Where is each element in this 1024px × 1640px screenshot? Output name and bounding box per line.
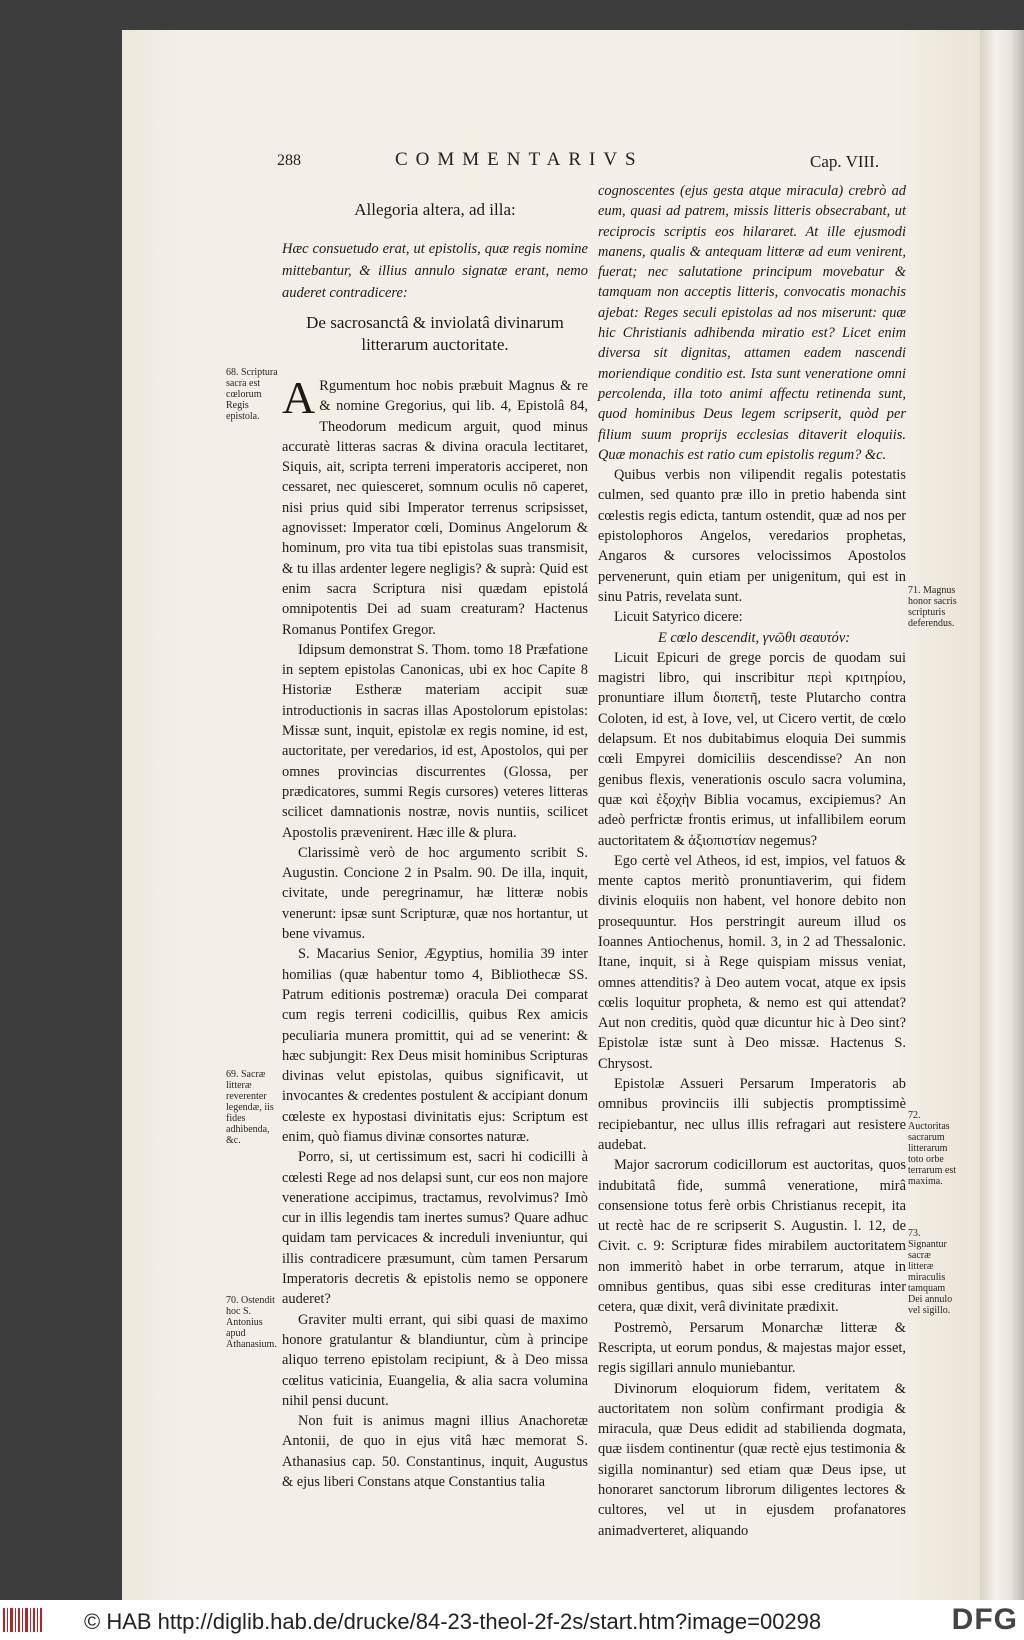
paragraph: Postremò, Persarum Monarchæ litteræ & Rescripta, ut eorum pondus, & majestas major esset, regis sigillari annulo muniebantur.	[598, 1319, 906, 1377]
drop-cap: A	[282, 372, 316, 423]
paragraph: Non fuit is animus magni illius Anachoretæ Antonii, de quo in ejus vitâ hæc memorat S. Athanasius cap. 50. Constantinus, inquit, Augustus & ejus liberi Constans atque Constantius talia	[282, 1413, 588, 1491]
verse-quote: E cœlo descendit, γνῶθι σεαυτόν:	[658, 629, 851, 646]
paragraph-text: Rgumentum hoc nobis præbuit Magnus & re & nomine Gregorius, qui lib. 4, Epistolâ 84, Theodorum medicum arguit, quod minus accuratè litteras sacras & divina oracula lectitaret, Siquis, ait, scripta terreni imperatoris acciperet, non cessaret, nec quiesceret, somnum oculis nō caperet, nisi prius quid sibi Imperator terrenus scripsisset, agnovisset: Imperator cœli, Dominus Angelorum & hominum, pro vita tua tibi epistolas suas transmisit, & tu illas ardenter legere negligis? & suprà: Quid est enim sacra Scriptura nisi quædam epistolá omnipotentis Dei ad suam creaturam? Hactenus Romanus Pontifex Gregor.	[282, 378, 588, 638]
footer-url[interactable]: © HAB http://diglib.hab.de/drucke/84-23-theol-2f-2s/start.htm?image=00298	[84, 1609, 822, 1634]
paragraph: Porro, si, ut certissimum est, sacri hi codicilli à cœlesti Rege ad nos delapsi sunt, cur eos non majore veneratione accipimus, tractamus, revolvimus? Imò cur in illis legendis tam inertes sumus? Quare adhuc quidam tam pervicaces & increduli inveniuntur, qui illis contradicere præsumunt, cùm tamen Persarum Imperatoris decretis & epistolis nemo se opponere auderet?	[282, 1149, 588, 1308]
heading-allegoria: Allegoria altera, ad illa:	[354, 200, 516, 219]
dfg-logo: DFG	[951, 1603, 1018, 1636]
paragraph: Major sacrorum codicillorum est auctoritas, quos indubitatâ fide, summâ veneratione, mirâ consensione totus ferè orbis Christianus recepit, ita ut rectè hac de re scripserit S. Augustin. l. 12, de Civit. c. 9: Scripturæ fides mirabilem auctoritatem non immeritò habet in orbe terrarum, atque in omnibus gentibus, quas sibi esse credituras inter cetera, quæ dixit, verâ divinitate prædixit.	[598, 1157, 906, 1316]
facing-page-edge	[980, 30, 1024, 1600]
paragraph: Divinorum eloquiorum fidem, veritatem & auctoritatem non solùm confirmant prodigia & miracula, quæ Deus edidit ad stabilienda dogmata, quæ iisdem continentur (quæ rectè ejus testimonia & sigilla nominantur) sed etiam quæ Deus ipse, ut honoraret sanctorum librorum diligentes lectores & cultores, vel ut in ejusdem profanatores animadverteret, aliquando	[598, 1380, 906, 1539]
left-column	[282, 372, 588, 1492]
paragraph: Licuit Epicuri de grege porcis de quodam sui magistri libro, qui inscribitur περὶ κριτηρίου, pronuntiare illum διοπετῆ, teste Plutarcho contra Coloten, id est, à Iove, vel, ut Cicero vertit, de cœlo delapsum. Et nos dubitabimus eloquia Dei summis cœli Empyrei domiciliis descendisse? An non genibus flexis, venerationis osculo sacra volumina, quæ καὶ ἐξοχὴν Biblia vocamus, excipiemus? An adeò perfrictæ frontis erimus, ut infallibilem eorum auctoritatem & ἀξιοπιστίαν negemus?	[598, 649, 906, 849]
page-number: 288	[277, 152, 301, 169]
paragraph	[282, 372, 588, 640]
margin-note-69: 69. Sacræ litteræ reverenter legendæ, iis fides adhibenda, &c.	[226, 1069, 274, 1146]
margin-note-68: 68. Scriptura sacra est cœlorum Regis epistola.	[226, 367, 278, 422]
barcode-logo-icon	[2, 1606, 44, 1634]
paragraph: Idipsum demonstrat S. Thom. tomo 18 Præfatione in septem epistolas Canonicas, ubi ex hoc Capite 8 Historiæ Estheræ materiam accipit suæ introductionis in sacras illas Apostolorum epistolas: Missæ sunt, inquit, epistolæ ex regis nomine, id est, auctoritate, per veredarios, id est, Apostolos, qui per omnes provincias discurrentes (Glossa, per prædicatores, summi Regis cursores) veteres litteras scilicet damnationis nostræ, novis nuntiis, scilicet Apostolis prævenirent. Hæc ille & plura.	[282, 641, 588, 841]
paragraph: Clarissimè verò de hoc argumento scribit S. Augustin. Concione 2 in Psalm. 90. De illa, inquit, civitate, unde peregrinamur, hæ litteræ nobis venerunt: ipsæ sunt Scripturæ, quæ nos hortantur, ut bene vivamus.	[282, 844, 588, 943]
right-column	[598, 181, 906, 1541]
heading-sacrosancta: De sacrosanctâ & inviolatâ divinarum litterarum auctoritate.	[306, 313, 564, 354]
paragraph: S. Macarius Senior, Ægyptius, homilia 39 inter homilias (quæ habentur tomo 4, Bibliothecæ SS. Patrum editionis postremæ) oracula Dei comparat cum regis terreni codicillis, quibus Rex amicis peculiaria munera promittit, qui ad se venerint: & hæc subjungit: Rex Deus misit hominibus Scripturas divinas velut epistolas, quibus significavit, ut invocantes & credentes postulent & accipiant donum cœleste ex hypostasi divinitatis ejus: Scriptum est enim, quò fiamus divinæ consortes naturæ.	[282, 946, 588, 1145]
footer-bar	[0, 1600, 1024, 1640]
paragraph: Quibus verbis non vilipendit regalis potestatis culmen, sed quanto præ illo in pretio habenda sint cœlestis regis edicta, tantum ostendit, quæ ad nos per epistolophoros Angelos, veredarios prophetas, Angaros & cursores velocissimos Apostolos pervenerunt, quin etiam per unigenitum, qui est in sinu Patris, revelata sunt.	[598, 467, 906, 605]
paragraph: Licuit Satyrico dicere:	[614, 609, 743, 626]
paragraph: Ego certè vel Atheos, id est, impios, vel fatuos & mente captos meritò pronuntiaverim, qui fidem divinis eloquiis non habent, vel honore debito non prosequuntur. Hos perstringit aureum illud os Ioannes Antiochenus, homil. 3, in 2 ad Thessalonic. Itane, inquit, si à Rege quispiam missus veniat, omnes attenditis? à Deo autem vocat, atque ex ipsis cœlis loquitur propheta, & nemo est qui attendat? Aut non creditis, quòd quæ dicuntur hic à Deo sint? Epistolæ istæ sunt à Deo missæ. Hactenus S. Chrysost.	[598, 852, 906, 1072]
chapter-label: Cap. VIII.	[810, 152, 880, 171]
paragraph: cognoscentes (ejus gesta atque miracula) crebrò ad eum, quasi ad patrem, missis litteris obsecrabant, ut reciprocis scriptis eos hilararet. At ille ejusmodi manens, qualis & antequam litteræ ad eum venirent, fuerat; nec salutatione principum movebatur & tamquam non acceptis litteris, convocatis monachis ajebat: Reges seculi epistolas ad nos miserunt: quæ hic Christianis adhibenda miratio est? Licet enim diversa sit dignitas, attamen eadem nascendi moriendique conditio est. Ista sunt veneratione omni percolenda, illa toto animi affectu retinenda sunt, quod hominibus Deus legem scripserit, quòd per filium suum proprijs ecclesias ditaverit eloquiis. Quæ monachis est ratio cum epistolis regum? &c.	[598, 183, 906, 463]
paragraph: Epistolæ Assueri Persarum Imperatoris ab omnibus provinciis illi subjectis promptissimè recipiebantur, nec ullus illis refragari aut resistere audebat.	[598, 1076, 906, 1153]
margin-note-70: 70. Ostendit hoc S. Antonius apud Athanasium.	[226, 1295, 277, 1350]
margin-note-71: 71. Magnus honor sacris scripturis deferendus.	[908, 585, 957, 629]
running-head: COMMENTARIVS	[395, 149, 644, 170]
heading-haec-consuetudo: Hæc consuetudo erat, ut epistolis, quæ regis nomine mittebantur, & illius annulo signatæ erant, nemo auderet contradicere:	[282, 241, 588, 301]
paragraph: Graviter multi errant, qui sibi quasi de maximo honore gratulantur & blandiuntur, cùm à principe aliquo terreno epistolam recipiunt, & à Deo missa cœlitus vaticinia, Euangelia, & alia sacra volumina nihil pensi ducunt.	[282, 1311, 588, 1409]
margin-note-72: 72. Auctoritas sacrarum litterarum toto orbe terrarum est maxima.	[908, 1110, 957, 1187]
margin-note-73: 73. Signantur sacræ litteræ miraculis tamquam Dei annulo vel sigillo.	[908, 1228, 953, 1316]
